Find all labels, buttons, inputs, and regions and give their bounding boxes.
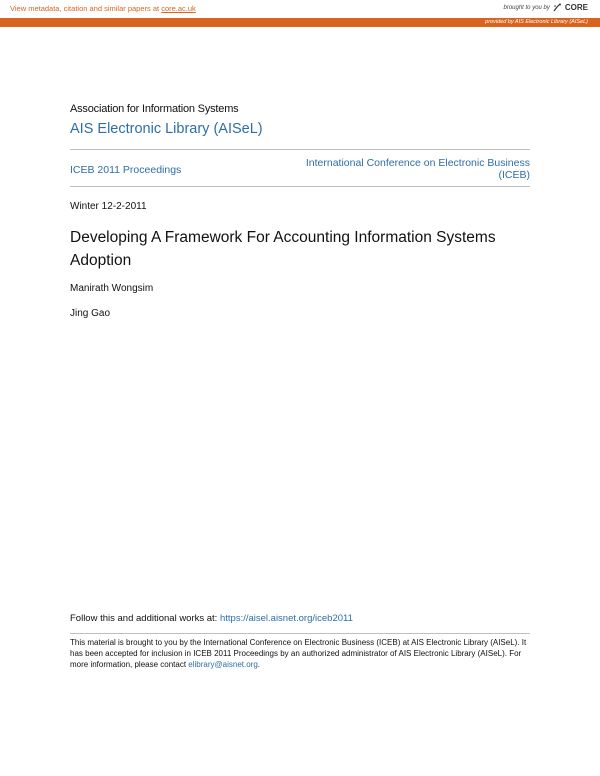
- core-banner: [0, 0, 600, 18]
- series-divider: [70, 186, 530, 187]
- library-link[interactable]: AIS Electronic Library (AISeL): [70, 121, 263, 137]
- conference-link[interactable]: International Conference on Electronic Business (ICEB): [305, 157, 530, 181]
- core-logo-icon: [553, 3, 562, 12]
- follow-link[interactable]: https://aisel.aisnet.org/iceb2011: [219, 613, 353, 624]
- footer-end: .: [257, 660, 261, 669]
- footer-notice: [70, 637, 530, 670]
- author-name[interactable]: Jing Gao: [70, 308, 111, 319]
- provided-by-band: [0, 18, 600, 27]
- footer-text: This material is brought to you by the International Conference on Electronic Business (ICEB) at AIS Electronic Library (AISeL). It has been accepted for inclusion in ICEB 2011 Proceedings by an authorized administrator of AIS Electronic Library (AISeL). For more information, please contact: [70, 638, 527, 669]
- follow-text: Follow this and additional works at:: [70, 613, 218, 624]
- provided-by-text: provided by AIS Electronic Library (AISeL): [485, 19, 588, 25]
- proceedings-link[interactable]: ICEB 2011 Proceedings: [70, 164, 182, 176]
- core-brought-text: brought to you by: [503, 4, 550, 11]
- paper-title: Developing A Framework For Accounting Information Systems Adoption: [70, 229, 496, 269]
- header-divider: [70, 149, 530, 150]
- footer-divider: [70, 633, 530, 634]
- contact-email-link[interactable]: elibrary@aisnet.org: [188, 660, 258, 669]
- core-view-text: View metadata, citation and similar papers at: [10, 4, 160, 13]
- core-brand[interactable]: [504, 3, 589, 12]
- organization-name: Association for Information Systems: [70, 103, 239, 115]
- publication-date: Winter 12-2-2011: [70, 201, 147, 212]
- follow-line: [70, 613, 353, 624]
- core-metadata-line: [10, 4, 196, 13]
- core-link[interactable]: core.ac.uk: [161, 4, 196, 13]
- core-logo-text: CORE: [564, 3, 588, 12]
- author-name[interactable]: Manirath Wongsim: [70, 283, 154, 294]
